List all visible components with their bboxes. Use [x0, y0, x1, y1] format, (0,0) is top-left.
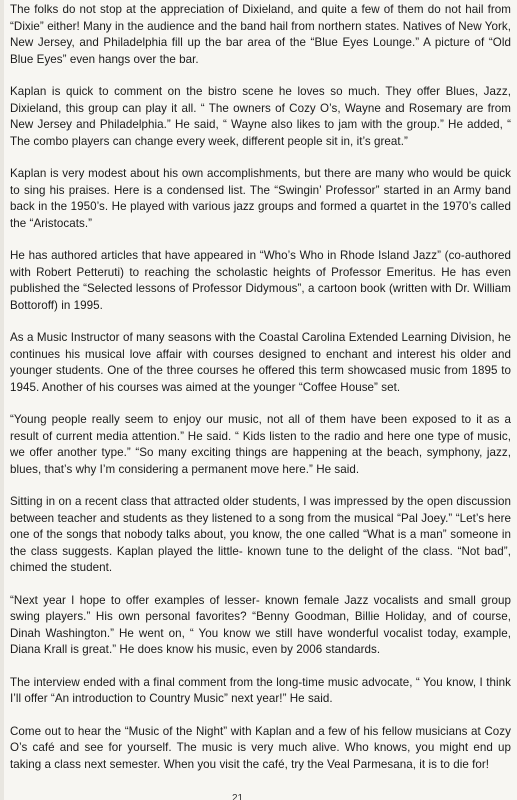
paragraph-1: The folks do not stop at the appreciation of Dixieland, and quite a few of them do not hail from “Dixie” either! Many in the audience and the band hail from northern states. Natives of New York, New Jersey, and Philadelphia fill up the bar area of the “Blue Eyes Lounge.” A picture of “Old Blue Eyes” even hangs over the bar.	[10, 3, 511, 66]
paragraph-3: Kaplan is very modest about his own accomplishments, but there are many who would be quick to sing his praises. Here is a condensed list. The “Swingin’ Professor” started in an Army band back in the 1950’s. He played with various jazz groups and formed a quartet in the 1970’s called the “Aristocats.”	[10, 167, 511, 230]
paragraph-5: As a Music Instructor of many seasons with the Coastal Carolina Extended Learning Division, he continues his musical love affair with courses designed to enchant and interest his older and younger students. One of the three courses he offered this term showcased music from 1895 to 1945. Another of his courses was aimed at the younger “Coffee House” set.	[10, 331, 511, 394]
paragraph-7: Sitting in on a recent class that attracted older students, I was impressed by the open discussion between teacher and students as they listened to a song from the musical “Pal Joey.” “Let’s here one of the songs that nobody talks about, you know, the one called “What is a man” someone in the class suggests. Kaplan played the little- known tune to the delight of the class. “Not bad”, chimed the student.	[10, 495, 511, 574]
article-body	[10, 2, 511, 789]
paragraph-10: Come out to hear the “Music of the Night” with Kaplan and a few of his fellow musicians at Cozy O’s café and see for yourself. The music is very much alive. Who knows, you might end up taking a class next semester. When you visit the café, try the Veal Parmesana, it is to die for!	[10, 724, 511, 771]
paragraph-8: “Next year I hope to offer examples of lesser- known female Jazz vocalists and small group swing players.” His own personal favorites? “Benny Goodman, Billie Holiday, and of course, Dinah Washington.” He went on, “ You know we still have wonderful vocalist today, example, Diana Krall is great.” He does know his music, even by 2006 standards.	[10, 593, 511, 656]
paragraph-4: He has authored articles that have appeared in “Who’s Who in Rhode Island Jazz” (co-authored with Robert Petteruti) to reaching the scholastic heights of Professor Emeritus. He has even published the “Selected lessons of Professor Didymous”, a cartoon book (written with Dr. William Bottoroff) in 1995.	[10, 249, 511, 312]
paragraph-6: “Young people really seem to enjoy our music, not all of them have been exposed to it as a result of current media attention.” He said. “ Kids listen to the radio and here one type of music, we offer another type.” “So many exciting things are happening at the beach, symphony, jazz, blues, that’s why I’m considering a permanent move here.” He said.	[10, 413, 511, 476]
paragraph-2: Kaplan is quick to comment on the bistro scene he loves so much. They offer Blues, Jazz, Dixieland, this group can play it all. “ The owners of Cozy O’s, Wayne and Rosemary are from New Jersey and Philadelphia.” He said, “ Wayne also likes to jam with the group.” He added, “ The combo players can change every week, different people sit in, it’s great.”	[10, 85, 511, 148]
page-number: 21	[232, 793, 244, 800]
paragraph-9: The interview ended with a final comment from the long-time music advocate, “ You know, I think I’ll offer “An introduction to Country Music” next year!” He said.	[10, 675, 511, 705]
